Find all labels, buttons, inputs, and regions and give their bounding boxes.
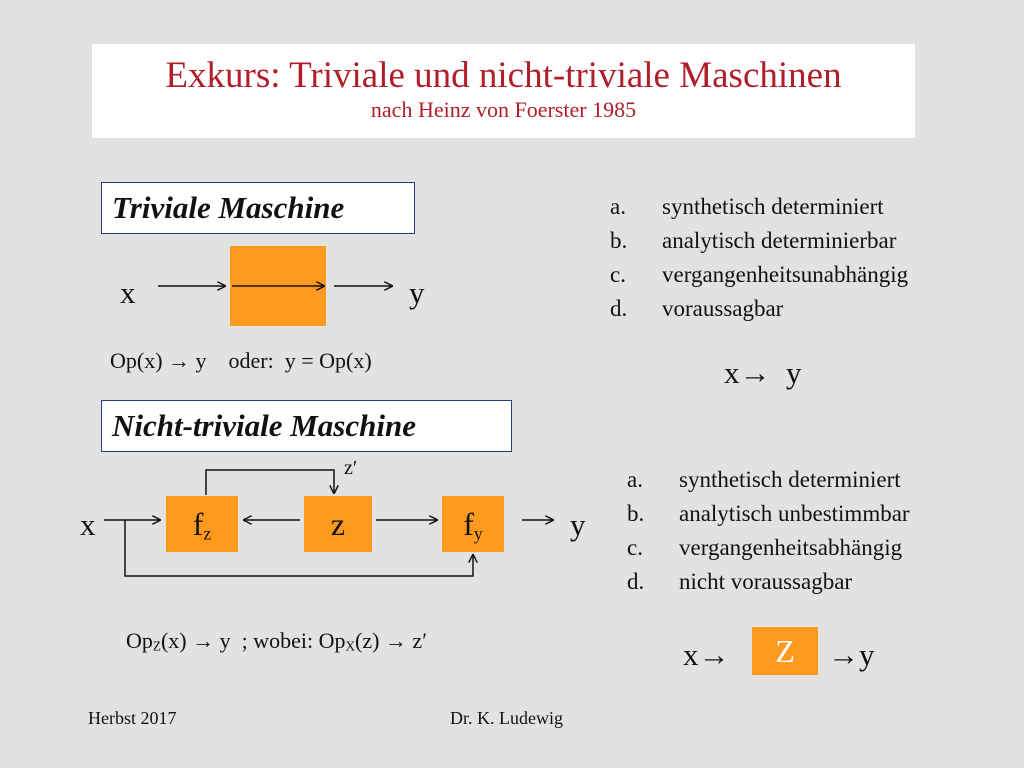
nt-summary-output: →y xyxy=(828,637,875,672)
nt-summary-input: x→ xyxy=(683,637,730,672)
list-item: d. voraussagbar xyxy=(610,296,784,321)
trivial-input-label: x xyxy=(120,275,136,310)
state-output-label: z′ xyxy=(344,457,358,479)
nt-output-label: y xyxy=(570,507,586,542)
nontrivial-properties-list xyxy=(627,463,910,599)
footer-author: Dr. K. Ludewig xyxy=(450,708,563,728)
list-item: b. analytisch unbestimmbar xyxy=(627,501,910,526)
list-item: c. vergangenheitsunabhängig xyxy=(610,262,909,287)
list-item: a. synthetisch determiniert xyxy=(610,194,884,219)
trivial-formula: Op(x) → y oder: y = Op(x) xyxy=(110,348,372,373)
nontrivial-formula: OpZ(x) → y ; wobei: OpX(z) → z′ xyxy=(126,628,428,654)
list-item: a. synthetisch determiniert xyxy=(627,467,901,492)
nontrivial-heading-box xyxy=(101,400,512,452)
list-item: b. analytisch determinierbar xyxy=(610,228,897,253)
footer-date: Herbst 2017 xyxy=(88,708,177,728)
nt-summary-box: Z xyxy=(752,627,818,675)
slide-title: Exkurs: Triviale und nicht-triviale Maschinen xyxy=(165,55,842,96)
trivial-summary: x→ y xyxy=(724,355,802,390)
fz-box: $f_z$ xyxy=(166,496,238,552)
trivial-heading: Triviale Maschine xyxy=(112,190,345,225)
list-item: d. nicht voraussagbar xyxy=(627,569,853,594)
trivial-properties-list xyxy=(610,190,908,326)
trivial-output-label: y xyxy=(409,275,425,310)
nt-input-label: x xyxy=(80,507,96,542)
fy-box: $f_y$ xyxy=(442,496,504,552)
z-box: z xyxy=(304,496,372,552)
trivial-heading-box xyxy=(101,182,415,234)
nontrivial-heading: Nicht-triviale Maschine xyxy=(112,408,416,443)
slide-subtitle: nach Heinz von Foerster 1985 xyxy=(370,97,637,122)
nt-feedback-arrow xyxy=(206,470,334,495)
list-item: c. vergangenheitsabhängig xyxy=(627,535,903,560)
